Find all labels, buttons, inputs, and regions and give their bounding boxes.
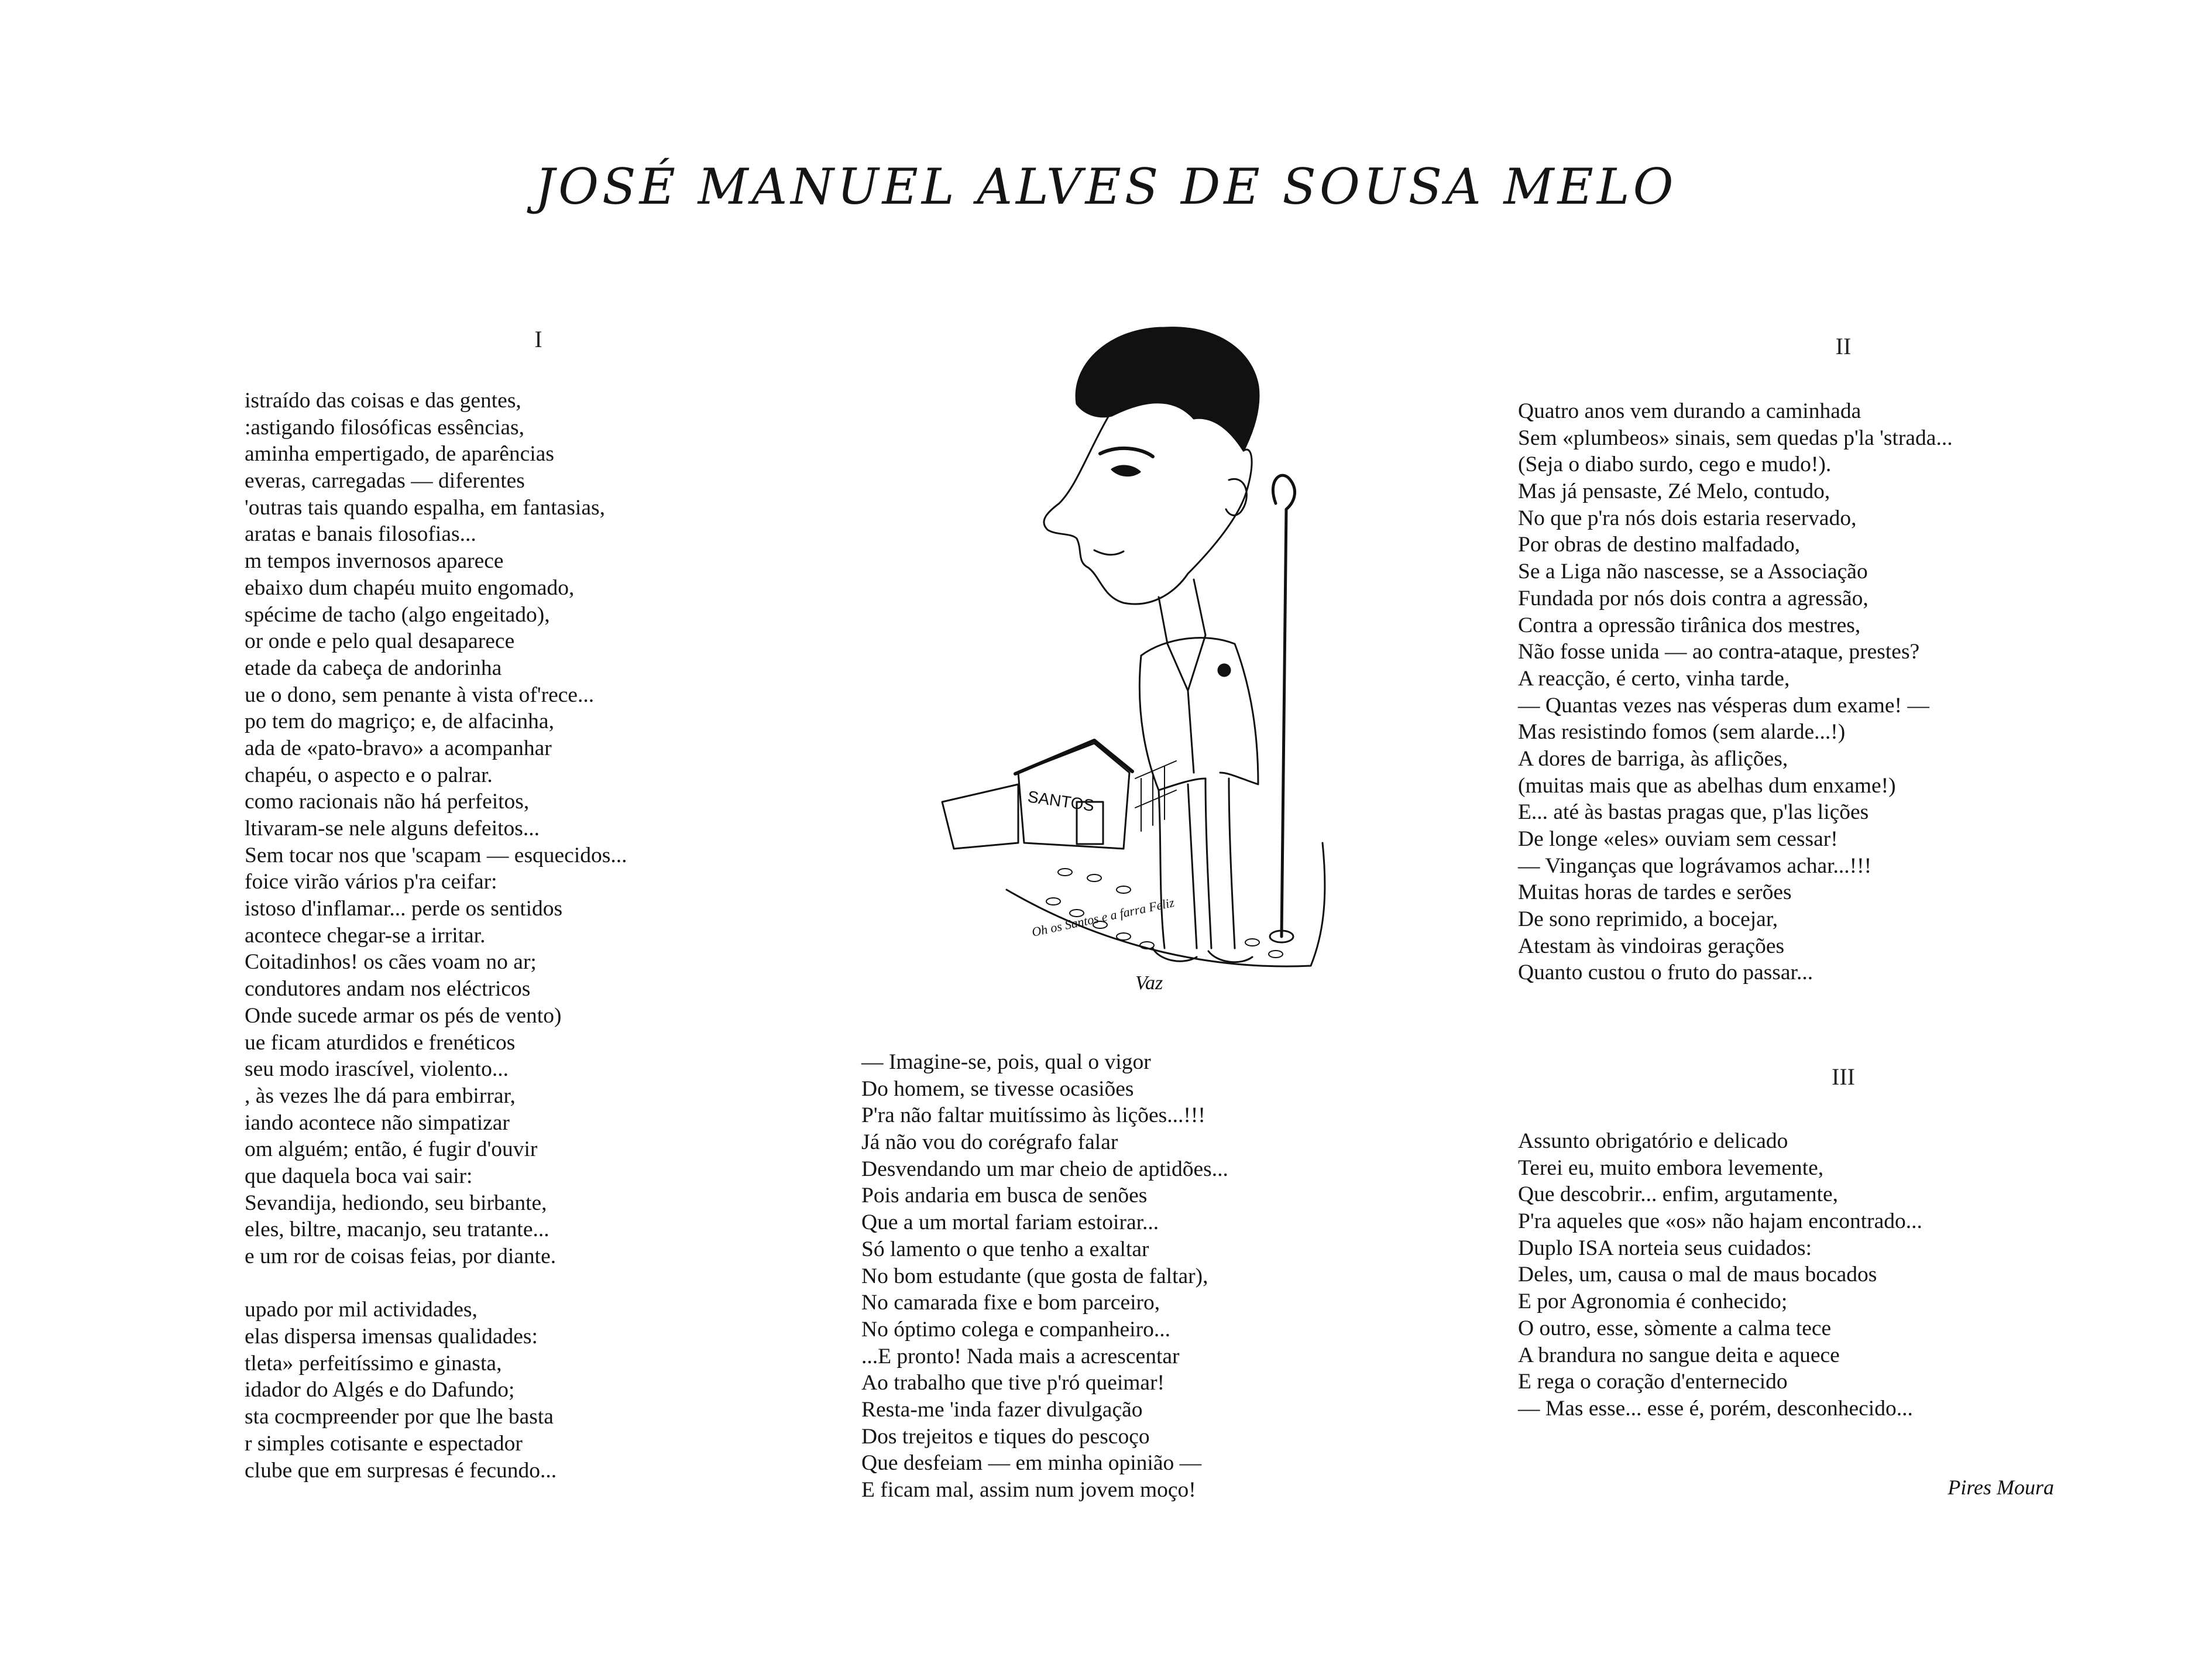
- verse-line: om alguém; então, é fugir d'ouvir: [245, 1137, 538, 1162]
- verse-line: sta cocmpreender por que lhe basta: [245, 1405, 554, 1429]
- caricature-illustration: [901, 316, 1369, 1007]
- lamp-post-drawing: [1273, 475, 1294, 937]
- verse-line: acontece chegar-se a irritar.: [245, 923, 486, 948]
- verse-line: Já não vou do corégrafo falar: [861, 1130, 1118, 1155]
- verse-line: m tempos invernosos aparece: [245, 549, 504, 574]
- author-signature: Pires Moura: [1947, 1476, 2054, 1499]
- mouth-drawing: [1094, 550, 1124, 555]
- verse-line: Assunto obrigatório e delicado: [1518, 1129, 1788, 1153]
- verse-line: como racionais não há perfeitos,: [245, 790, 530, 814]
- verse-line: spécime de tacho (algo engeitado),: [245, 602, 550, 627]
- section-1-verses: [245, 387, 748, 1484]
- verse-line: ebaixo dum chapéu muito engomado,: [245, 575, 575, 600]
- verse-line: No que p'ra nós dois estaria reservado,: [1518, 506, 1857, 530]
- verse-line: e um ror de coisas feias, por diante.: [245, 1244, 557, 1268]
- verse-line: Ao trabalho que tive p'ró queimar!: [861, 1371, 1165, 1395]
- verse-line: eles, biltre, macanjo, seu tratante...: [245, 1217, 549, 1242]
- verse-line: , às vezes lhe dá para embirrar,: [245, 1083, 516, 1108]
- verse-line: Não fosse unida — ao contra-ataque, prestes?: [1518, 640, 1920, 664]
- verse-line: Sem tocar nos que 'scapam — esquecidos...: [245, 843, 627, 867]
- illustration-motto: Oh os Santos e a farra Feliz: [1030, 894, 1176, 939]
- verse-line: Deles, um, causa o mal de maus bocados: [1518, 1263, 1877, 1287]
- verse-line: No óptimo colega e companheiro...: [861, 1317, 1170, 1342]
- verse-line: Muitas horas de tardes e serões: [1518, 880, 1792, 905]
- verse-line: — Quantas vezes nas vésperas dum exame! —: [1518, 693, 1929, 718]
- verse-line: Do homem, se tivesse ocasiões: [861, 1076, 1134, 1101]
- verse-line: No bom estudante (que gosta de faltar),: [861, 1264, 1208, 1288]
- eye-drawing: [1112, 466, 1140, 476]
- verse-line: Fundada por nós dois contra a agressão,: [1518, 586, 1868, 610]
- verse-line: ada de «pato-bravo» a acompanhar: [245, 736, 552, 760]
- verse-line: E ficam mal, assim num jovem moço!: [861, 1478, 1196, 1502]
- ear-drawing: [1226, 479, 1246, 515]
- trousers-drawing: [1159, 778, 1235, 948]
- verse-line: — Mas esse... esse é, porém, desconhecido...: [1518, 1396, 1913, 1421]
- verse-line: No camarada fixe e bom parceiro,: [861, 1291, 1160, 1315]
- verse-line: A brandura no sangue deita e aquece: [1518, 1343, 1840, 1367]
- verse-line: Se a Liga não nascesse, se a Associação: [1518, 560, 1868, 584]
- hair-drawing: [1076, 328, 1259, 451]
- section-numeral-1: I: [534, 326, 542, 352]
- verse-line: O outro, esse, sòmente a calma tece: [1518, 1316, 1832, 1340]
- verse-line: E por Agronomia é conhecido;: [1518, 1289, 1788, 1314]
- section-numeral-2: II: [1835, 333, 1852, 359]
- verse-line: istoso d'inflamar... perde os sentidos: [245, 897, 563, 921]
- verse-line: A dores de barriga, às aflições,: [1518, 746, 1788, 771]
- poem-title: JOSÉ MANUEL ALVES DE SOUSA MELO: [535, 158, 1677, 215]
- verse-line: Dos trejeitos e tiques do pescoço: [861, 1424, 1150, 1449]
- verse-line: Que descobrir... enfim, argutamente,: [1518, 1182, 1839, 1207]
- verse-line: clube que em surpresas é fecundo...: [245, 1458, 557, 1483]
- verse-line: Por obras de destino malfadado,: [1518, 533, 1801, 557]
- verse-line: ue ficam aturdidos e frenéticos: [245, 1030, 516, 1055]
- section-1-continued-verses: [861, 1049, 1365, 1504]
- section-numeral-3: III: [1832, 1064, 1855, 1090]
- verse-line: Onde sucede armar os pés de vento): [245, 1003, 562, 1028]
- verse-line: Quatro anos vem durando a caminhada: [1518, 399, 1861, 423]
- verse-line: que daquela boca vai sair:: [245, 1164, 473, 1188]
- verse-line: (muitas mais que as abelhas dum enxame!): [1518, 773, 1896, 798]
- verse-line: chapéu, o aspecto e o palrar.: [245, 763, 493, 787]
- verse-line: Atestam às vindoiras gerações: [1518, 934, 1785, 958]
- verse-line: seu modo irascível, violento...: [245, 1057, 509, 1082]
- verse-line: tleta» perfeitíssimo e ginasta,: [245, 1351, 502, 1376]
- verse-line: Sevandija, hediondo, seu birbante,: [245, 1191, 547, 1215]
- verse-line: etade da cabeça de andorinha: [245, 656, 502, 680]
- artist-signature: Vaz: [1135, 972, 1163, 994]
- verse-line: P'ra aqueles que «os» não hajam encontrado...: [1518, 1209, 1922, 1234]
- verse-line: ...E pronto! Nada mais a acrescentar: [861, 1344, 1180, 1368]
- verse-line: Contra a opressão tirânica dos mestres,: [1518, 613, 1861, 637]
- verse-line: r simples cotisante e espectador: [245, 1431, 523, 1456]
- verse-line: aminha empertigado, de aparências: [245, 442, 554, 467]
- verse-line: Mas já pensaste, Zé Melo, contudo,: [1518, 479, 1830, 504]
- verse-line: — Vinganças que lográvamos achar...!!!: [1518, 853, 1872, 878]
- verse-line: Desvendando um mar cheio de aptidões...: [861, 1157, 1228, 1181]
- stanza-break: [245, 1270, 748, 1297]
- verse-line: Mas resistindo fomos (sem alarde...!): [1518, 720, 1846, 745]
- verse-line: Terei eu, muito embora levemente,: [1518, 1155, 1824, 1180]
- eyebrow-drawing: [1100, 448, 1153, 457]
- verse-line: Resta-me 'inda fazer divulgação: [861, 1397, 1143, 1422]
- verse-line: Sem «plumbeos» sinais, sem quedas p'la 'strada...: [1518, 426, 1953, 450]
- verse-line: Só lamento o que tenho a exaltar: [861, 1237, 1149, 1261]
- verse-line: De longe «eles» ouviam sem cessar!: [1518, 827, 1838, 851]
- verse-line: everas, carregadas — diferentes: [245, 469, 525, 493]
- neck-drawing: [1159, 579, 1205, 644]
- verse-line: :astigando filosóficas essências,: [245, 415, 524, 440]
- verse-line: Duplo ISA norteia seus cuidados:: [1518, 1236, 1812, 1260]
- verse-line: — Imagine-se, pois, qual o vigor: [861, 1050, 1151, 1074]
- verse-line: (Seja o diabo surdo, cego e mudo!).: [1518, 452, 1832, 477]
- verse-line: condutores andam nos eléctricos: [245, 977, 531, 1001]
- verse-line: idador do Algés e do Dafundo;: [245, 1378, 515, 1402]
- verse-line: upado por mil actividades,: [245, 1298, 478, 1322]
- verse-line: Quanto custou o fruto do passar...: [1518, 961, 1813, 985]
- verse-line: or onde e pelo qual desaparece: [245, 629, 515, 654]
- verse-line: aratas e banais filosofias...: [245, 522, 476, 547]
- verse-line: Que a um mortal fariam estoirar...: [861, 1210, 1159, 1235]
- verse-line: 'outras tais quando espalha, em fantasias,: [245, 495, 605, 520]
- verse-line: Pois andaria em busca de senões: [861, 1184, 1148, 1208]
- verse-line: iando acontece não simpatizar: [245, 1110, 510, 1135]
- verse-line: P'ra não faltar muitíssimo às lições...!!!: [861, 1103, 1205, 1128]
- face-drawing: [1044, 416, 1252, 604]
- lapel-flower-icon: [1218, 664, 1230, 676]
- house-sign-text: SANTOS: [1026, 787, 1095, 815]
- jacket-drawing: [1139, 638, 1258, 790]
- verse-line: Que desfeiam — em minha opinião —: [861, 1451, 1202, 1476]
- verse-line: ltivaram-se nele alguns defeitos...: [245, 817, 540, 841]
- section-3-verses: [1518, 1128, 2103, 1422]
- verse-line: De sono reprimido, a bocejar,: [1518, 907, 1778, 932]
- verse-line: Coitadinhos! os cães voam no ar;: [245, 950, 537, 975]
- verse-line: E rega o coração d'enternecido: [1518, 1370, 1788, 1394]
- small-building-drawing: [942, 784, 1018, 849]
- verse-line: po tem do magriço; e, de alfacinha,: [245, 709, 554, 734]
- verse-line: istraído das coisas e das gentes,: [245, 389, 521, 413]
- verse-line: E... até às bastas pragas que, p'las lições: [1518, 800, 1869, 825]
- section-2-verses: [1518, 398, 2103, 986]
- verse-line: foice virão vários p'ra ceifar:: [245, 870, 497, 894]
- verse-line: A reacção, é certo, vinha tarde,: [1518, 666, 1790, 691]
- verse-line: ue o dono, sem penante à vista of'rece...: [245, 682, 595, 707]
- verse-line: elas dispersa imensas qualidades:: [245, 1325, 538, 1349]
